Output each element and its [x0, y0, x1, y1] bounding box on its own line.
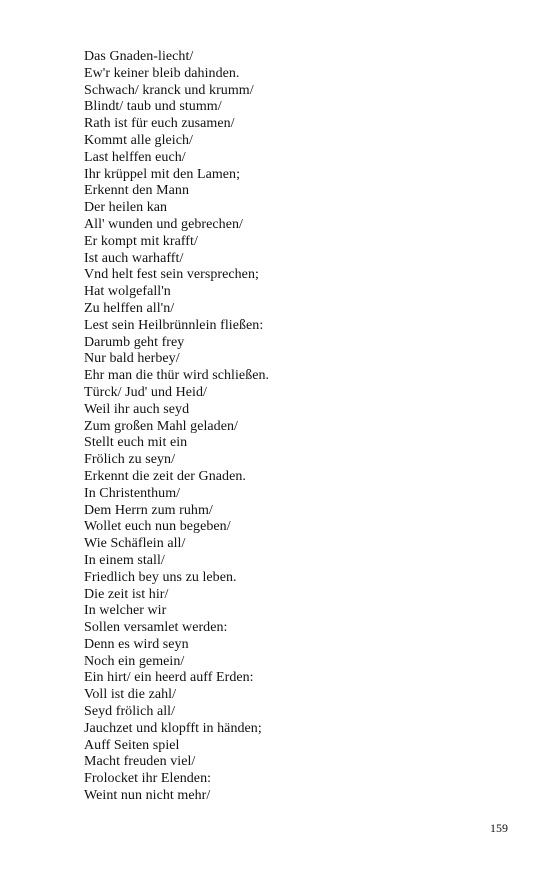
poem-line: Macht freuden viel/: [84, 754, 196, 770]
poem-line: Hat wolgefall'n: [84, 284, 171, 300]
poem-line: Weint nun nicht mehr/: [84, 788, 211, 804]
poem-line: Ist auch warhafft/: [84, 250, 184, 266]
poem-line: Ehr man die thür wird schließen.: [84, 368, 270, 384]
poem-line: Jauchzet und klopfft in händen;: [84, 720, 262, 736]
poem-line: Wie Schäflein all/: [84, 536, 186, 552]
poem-line: Lest sein Heilbrünnlein fließen:: [84, 317, 264, 333]
page-number: 159: [490, 821, 508, 835]
poem-line: Rath ist für euch zusamen/: [84, 116, 235, 132]
poem-line: Vnd helt fest sein versprechen;: [84, 267, 259, 283]
poem-line: Er kompt mit krafft/: [84, 233, 198, 249]
poem-line: Denn es wird seyn: [84, 636, 189, 652]
poem-line: Ein hirt/ ein heerd auff Erden:: [84, 670, 254, 686]
poem-line: Das Gnaden-liecht/: [84, 49, 194, 64]
poem-line: In Christenthum/: [84, 485, 181, 501]
poem-line: Dem Herrn zum ruhm/: [84, 502, 213, 518]
poem-line: Der heilen kan: [84, 200, 168, 216]
poem-line: Seyd frölich all/: [84, 704, 176, 720]
poem-text: [84, 49, 504, 805]
poem-line: Zu helffen all'n/: [84, 300, 175, 316]
poem-line: All' wunden und gebrechen/: [84, 216, 243, 232]
poem-line: Ihr krüppel mit den Lamen;: [84, 166, 241, 182]
poem-line: Voll ist die zahl/: [84, 687, 177, 703]
poem-line: Die zeit ist hir/: [84, 586, 169, 602]
poem-line: Friedlich bey uns zu leben.: [84, 569, 237, 585]
poem-line: Ew'r keiner bleib dahinden.: [84, 65, 240, 81]
poem-line: Erkennt die zeit der Gnaden.: [84, 468, 246, 484]
poem-line: Darumb geht frey: [84, 334, 185, 350]
poem-line: Kommt alle gleich/: [84, 132, 193, 148]
poem-line: In welcher wir: [84, 603, 167, 619]
poem-line: Noch ein gemein/: [84, 653, 185, 669]
poem-line: Schwach/ kranck und krumm/: [84, 82, 254, 98]
poem-line: Frolocket ihr Elenden:: [84, 771, 212, 787]
poem-line: Erkennt den Mann: [84, 183, 189, 199]
poem-line: Auff Seiten spiel: [84, 737, 180, 753]
poem-line: In einem stall/: [84, 552, 165, 568]
poem-line: Frölich zu seyn/: [84, 452, 176, 468]
poem-line: Last helffen euch/: [84, 149, 186, 165]
poem-line: Zum großen Mahl geladen/: [84, 418, 238, 434]
poem-line: Sollen versamlet werden:: [84, 620, 228, 636]
poem-line: Blindt/ taub und stumm/: [84, 99, 222, 115]
poem-line: Stellt euch mit ein: [84, 435, 188, 451]
poem-line: Türck/ Jud' und Heid/: [84, 384, 207, 400]
poem-line: Wollet euch nun begeben/: [84, 519, 231, 535]
poem-line: Weil ihr auch seyd: [84, 401, 190, 417]
poem-line: Nur bald herbey/: [84, 351, 180, 367]
